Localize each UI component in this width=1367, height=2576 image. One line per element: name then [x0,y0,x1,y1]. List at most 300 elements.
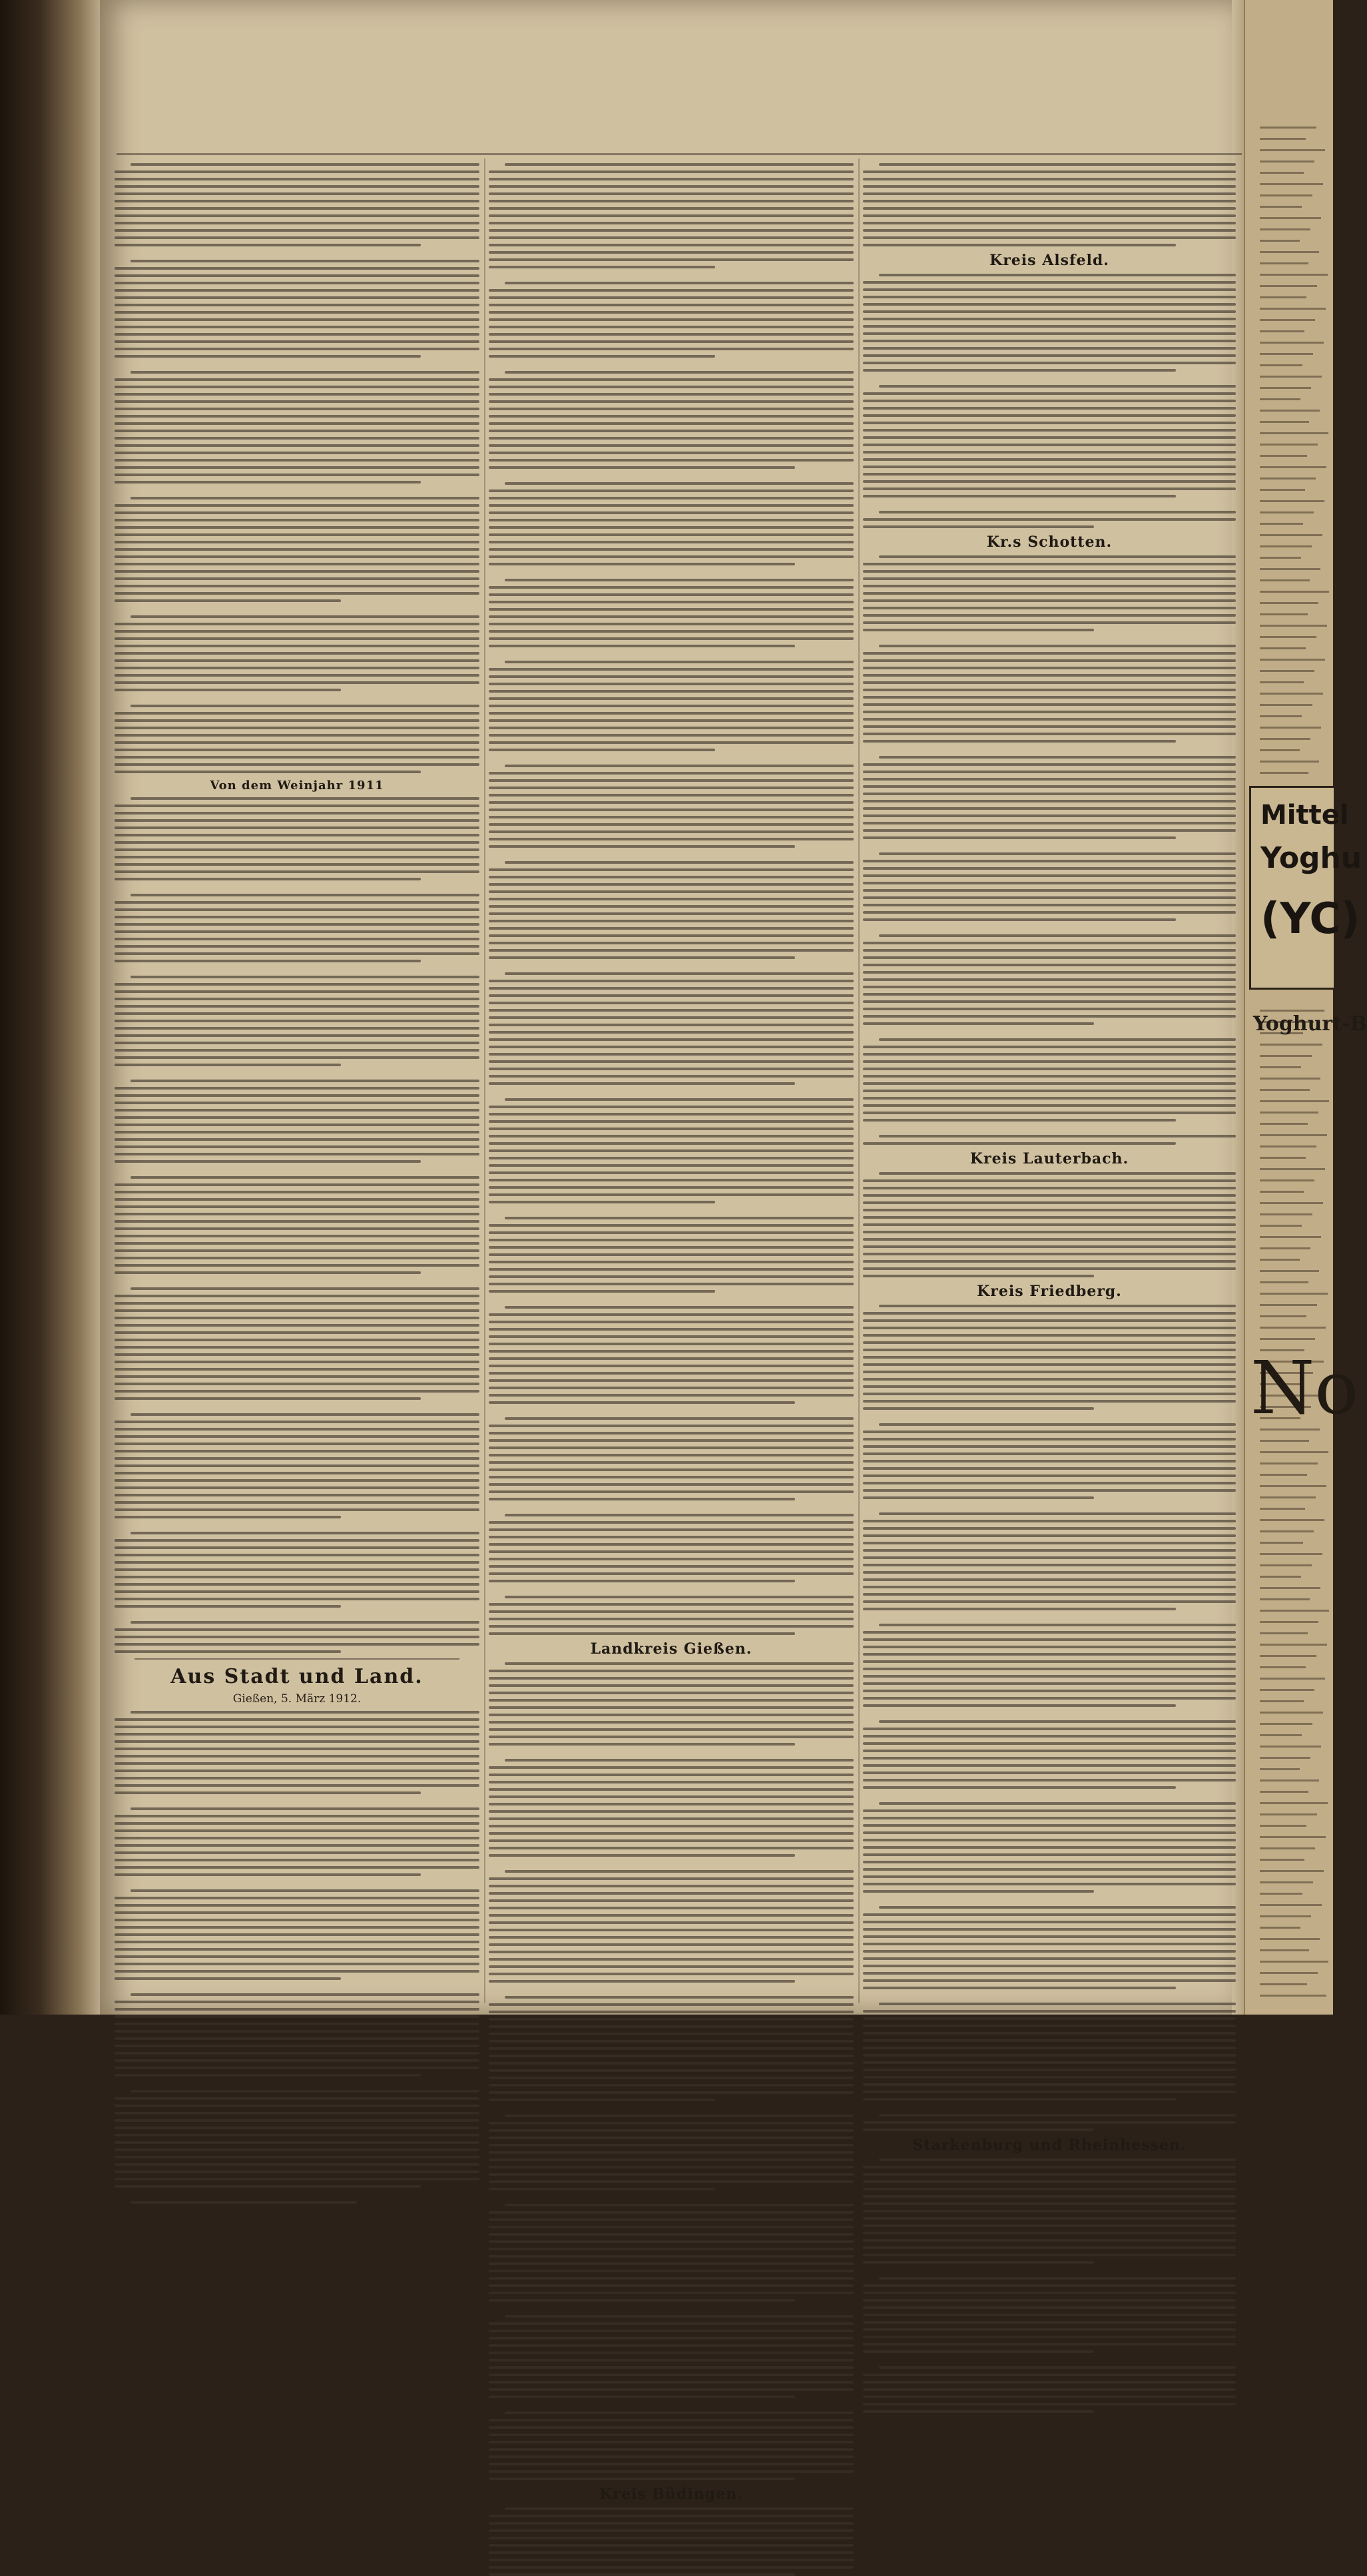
text-line [863,178,1236,180]
text-line [863,740,1176,743]
text-line [863,1275,1094,1277]
text-line [863,733,1236,735]
text-line [489,1625,854,1628]
text-line [489,927,854,930]
text-line [863,1668,1236,1670]
edge-text-line [1260,1440,1309,1442]
text-line [489,2136,854,2139]
text-line [115,1718,479,1721]
text-line [131,705,479,707]
edge-text-line [1260,1078,1320,1080]
text-line [115,1851,479,1854]
text-line [489,2522,854,2525]
edge-text-line [1260,738,1310,740]
text-line [489,489,854,492]
text-line [879,274,1236,276]
text-line [863,1742,1236,1745]
text-line [115,863,479,866]
paragraph-gap [489,273,854,277]
text-line [115,749,479,751]
text-line [489,1684,854,1687]
text-line [489,749,715,751]
edge-text-line [1260,478,1316,480]
text-line [863,978,1236,981]
text-line [489,2292,854,2294]
text-line [863,495,1176,497]
ad-large-letters: No [1250,1345,1359,1431]
paragraph-gap [489,2306,854,2310]
text-line [489,1261,854,1263]
text-line [863,1371,1236,1373]
text-line [505,2204,854,2206]
text-line [879,934,1236,937]
text-line [863,2047,1236,2049]
text-line [115,1866,479,1869]
text-line [115,1183,479,1186]
text-line [489,2144,854,2146]
text-line [879,2366,1236,2369]
text-line [489,637,854,640]
text-line [863,703,1236,706]
text-line [863,1319,1236,1322]
text-line [489,593,854,596]
text-line [115,541,479,543]
edge-text-line [1260,1168,1325,1170]
text-line [489,920,854,922]
text-line [115,1390,479,1393]
text-line [489,2055,854,2057]
text-line [863,487,1236,490]
text-block [863,163,1236,246]
text-line [489,787,854,789]
text-line [489,690,854,693]
text-line [115,819,479,822]
edge-text-line [1260,1451,1328,1453]
text-line [115,1271,421,1274]
text-line [863,2388,1236,2391]
edge-text-line [1260,1112,1318,1114]
edge-text-line [1260,1972,1318,1974]
text-line [879,2158,1236,2161]
text-line [489,1335,854,1338]
text-line [489,1275,854,1278]
text-line [489,1290,715,1293]
text-line [505,1759,854,1762]
edge-text-line [1260,1553,1322,1555]
edge-text-line [1260,398,1300,400]
text-line [489,178,854,180]
text-line [489,1113,854,1116]
text-line [879,1802,1236,1805]
text-line [489,1425,854,1427]
text-line [879,555,1236,558]
edge-text-line [1260,1768,1300,1770]
text-line [863,1341,1236,1344]
text-line [115,400,479,403]
edge-text-line [1260,421,1309,423]
text-line [489,1736,854,1738]
text-line [489,1120,854,1123]
text-line [489,1439,854,1442]
text-block [115,163,479,773]
text-line [115,1138,479,1141]
edge-text-line [1260,1055,1312,1057]
text-line [863,2195,1236,2198]
text-line [863,2284,1236,2287]
text-line [489,1817,854,1820]
text-line [115,1755,479,1758]
text-line [489,1795,854,1798]
text-line [489,808,854,811]
text-line [489,1157,854,1159]
text-line [115,1109,479,1112]
text-line [863,993,1236,996]
edge-text-line [1260,319,1315,321]
text-line [489,2477,795,2480]
text-line [863,422,1236,424]
text-line [115,282,479,284]
text-line [115,1331,479,1334]
text-line [879,2277,1236,2280]
text-line [863,480,1236,483]
edge-text-line [1260,1100,1329,1102]
text-line [489,1632,795,1635]
text-line [489,2069,854,2072]
text-line [489,1186,854,1189]
paragraph-gap [489,2195,854,2199]
text-block [115,1711,479,2204]
text-line [863,1075,1236,1078]
text-line [489,1031,854,1034]
text-line [863,347,1236,350]
text-line [863,2098,1176,2100]
text-line [863,1082,1236,1085]
text-line [489,1721,854,1724]
text-line [863,1943,1236,1945]
text-line [863,807,1236,810]
text-line [489,1432,854,1435]
text-line [863,2306,1236,2309]
edge-text-line [1260,387,1311,389]
text-line [863,2350,1094,2353]
text-line [115,244,421,246]
text-line [863,911,1236,914]
edge-text-line [1260,693,1323,695]
paragraph-gap [863,2105,1236,2109]
edge-text-line [1260,1010,1324,1012]
paragraph-gap [115,1799,479,1803]
text-line [489,1847,854,1849]
text-line [863,1631,1236,1634]
text-line [489,200,854,202]
text-line [863,1474,1236,1477]
text-line [863,2166,1236,2168]
text-line [489,1454,854,1456]
text-line [115,1486,479,1489]
text-line [489,1447,854,1449]
text-line [489,170,854,173]
text-line [863,2321,1236,2324]
paragraph-gap [115,1071,479,1075]
text-line [115,681,479,684]
text-line [863,867,1236,870]
text-line [489,2188,715,2190]
text-line [489,2166,854,2168]
text-line [115,192,479,195]
text-line [863,2069,1236,2071]
text-line [863,1957,1236,1960]
edge-text-line [1260,1938,1320,1940]
text-line [115,1295,479,1297]
edge-text-line [1260,1519,1324,1521]
text-line [489,1498,795,1500]
text-line [115,526,479,529]
edge-text-line [1260,579,1310,581]
text-line [115,2023,479,2025]
text-line [115,1383,479,1385]
text-line [489,393,854,396]
text-line [863,860,1236,862]
text-line [489,289,854,292]
text-line [489,2322,854,2325]
text-line [489,1714,854,1716]
text-line [863,1653,1236,1656]
text-line [131,1176,479,1179]
text-line [115,563,479,565]
edge-text-line [1260,659,1325,661]
text-line [115,519,479,521]
ad-word: Yoghu [1260,841,1362,875]
paragraph-gap [115,1405,479,1409]
text-line [115,1911,479,1914]
text-line [115,1508,479,1511]
text-line [863,918,1176,921]
text-line [489,1357,854,1360]
text-line [489,1328,854,1331]
text-line [115,466,479,469]
text-line [489,1565,854,1568]
edge-text-line [1260,1281,1308,1283]
text-block [489,1662,854,2480]
text-line [863,1216,1236,1219]
edge-text-line [1260,172,1304,174]
text-line [489,2011,854,2013]
text-line [489,712,854,715]
text-line [489,1106,854,1108]
paragraph-gap [115,2192,479,2196]
text-line [115,623,479,625]
text-line [863,621,1236,624]
text-line [489,2025,854,2028]
text-line [115,1034,479,1037]
text-line [863,1853,1236,1856]
text-line [489,697,854,700]
text-line [863,696,1236,699]
column-left [115,159,479,2003]
text-line [489,2211,854,2214]
text-line [115,1339,479,1341]
text-line [863,2039,1236,2042]
text-line [489,615,854,618]
text-line [115,437,479,440]
text-line [131,497,479,499]
text-line [863,1312,1236,1315]
text-line [115,2134,479,2136]
text-line [489,1201,715,1203]
text-line [489,2455,854,2458]
heading-starkenburg-rheinhessen: Starkenburg und Rheinhessen. [912,2136,1187,2154]
text-line [863,1549,1236,1552]
column-divider [484,159,485,2003]
text-line [489,2352,854,2354]
text-line [863,1253,1236,1255]
text-line [115,2059,479,2062]
text-line [115,1450,479,1452]
edge-text-line [1260,183,1323,185]
text-line [863,2217,1236,2220]
section-heading: Aus Stadt und Land. [170,1665,423,1688]
paragraph-gap [115,967,479,971]
text-line [863,192,1236,195]
text-line [115,185,479,188]
paragraph-gap [489,1587,854,1591]
text-line [489,348,854,350]
text-line [489,2344,854,2347]
text-line [115,304,479,306]
text-line [115,592,479,595]
text-line [489,222,854,224]
text-line [115,2097,479,2100]
text-line [489,1550,854,1553]
text-line [131,1711,479,1714]
text-line [489,318,854,321]
text-line [115,511,479,514]
edge-text-line [1260,1915,1311,1917]
text-line [115,1829,479,1832]
text-line [863,2032,1236,2035]
edge-text-line [1260,1179,1314,1181]
text-line [115,422,479,425]
edge-text-line [1260,1836,1326,1838]
text-line [489,2180,854,2183]
text-line [489,2040,854,2043]
paragraph-gap [863,926,1236,930]
text-line [863,1875,1236,1878]
text-line [489,1075,854,1078]
text-line [489,1401,795,1404]
text-line [489,326,854,328]
text-line [489,1224,854,1227]
text-line [863,614,1236,617]
text-line [115,474,479,476]
edge-text-line [1260,670,1314,672]
text-line [131,797,479,800]
edge-text-line [1260,1259,1300,1261]
text-line [115,1153,479,1155]
text-line [863,1839,1236,1841]
edge-text-line [1260,681,1304,683]
text-line [489,311,854,314]
text-line [879,2003,1236,2005]
text-line [115,1257,479,1259]
text-line [489,1699,854,1702]
edge-text-line [1260,636,1316,638]
text-line [863,1260,1236,1263]
text-line [115,1568,479,1571]
text-line [863,2025,1236,2027]
paragraph-gap [115,1612,479,1616]
paragraph-gap [489,1297,854,1301]
text-line [489,355,715,358]
paragraph-gap [115,1279,479,1283]
text-line [489,378,854,381]
edge-text-line [1260,625,1327,627]
text-line [489,2381,854,2384]
edge-text-line [1260,1825,1306,1827]
text-line [115,1762,479,1765]
text-line [863,1438,1236,1441]
text-line [863,1068,1236,1070]
text-line [489,890,854,893]
text-line [115,756,479,759]
text-line [115,1213,479,1215]
text-line [489,934,854,937]
text-line [505,1596,854,1598]
text-line [115,1124,479,1126]
text-line [879,1720,1236,1723]
text-line [115,2067,479,2069]
text-line [115,930,479,933]
text-line [863,2314,1236,2316]
edge-text-line [1260,161,1314,162]
paragraph-gap [489,1987,854,1991]
text-line [863,1363,1236,1366]
edge-text-line [1260,1723,1312,1725]
adjacent-page-edge [1244,0,1367,2015]
edge-text-line [1260,1564,1312,1566]
text-line [863,1179,1236,1182]
text-line [863,570,1236,573]
text-line [879,163,1236,166]
text-line [115,734,479,737]
text-line [115,1777,479,1779]
text-line [489,876,854,878]
text-line [115,1020,479,1022]
paragraph-gap [489,1750,854,1754]
text-line [863,1334,1236,1337]
text-line [115,459,479,462]
edge-text-line [1260,308,1326,310]
text-line [115,1443,479,1445]
text-line [863,1187,1236,1189]
text-line [863,170,1236,173]
edge-text-line [1260,647,1306,649]
text-line [115,990,479,993]
text-line [489,1692,854,1694]
text-line [115,1145,479,1148]
text-line [489,1171,854,1174]
text-line [489,2270,854,2272]
text-line [863,793,1236,795]
text-line [115,1346,479,1349]
text-line [863,1445,1236,1448]
edge-text-line [1260,523,1303,525]
text-line [489,1728,854,1731]
edge-text-line [1260,1961,1328,1963]
text-line [489,2047,854,2050]
paragraph-gap [115,607,479,611]
text-line [115,2112,479,2114]
